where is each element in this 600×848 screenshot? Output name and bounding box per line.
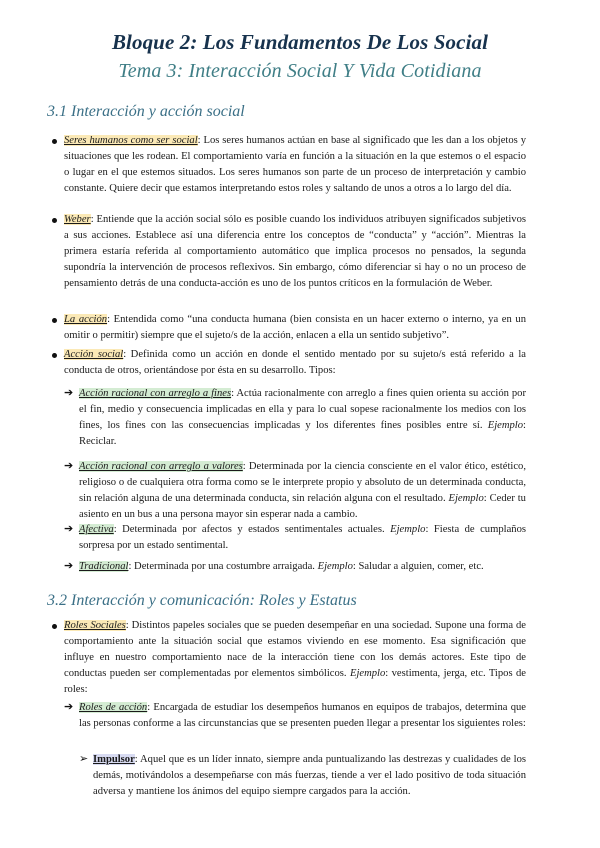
list-item-weber — [64, 212, 526, 292]
type-text: : Encargada de estudiar los desempeños humanos en equipos de trabajos, determina que las personas conforme a las circunstancias que se presenten pueden llegar a presentar los siguientes roles: — [79, 702, 526, 729]
item-text: : Definida como un acción en donde el sentido mentado por su sujeto/s está referido a la conducta de otros, orientándose por ésta en su desarrollo. Tipos: — [64, 349, 526, 376]
example-text: : vestimenta, jerga, etc. Tipos de roles: — [64, 667, 526, 695]
term-impulsor: Impulsor — [93, 754, 135, 765]
arrow-right-icon: ➔ — [64, 560, 74, 572]
bullet-icon — [52, 353, 57, 358]
type-afectiva — [79, 522, 526, 554]
term-tradicional: Tradicional — [79, 561, 129, 572]
document-subtitle: Tema 3: Interacción Social Y Vida Cotidiana — [118, 60, 482, 82]
example-text: : Reciclar. — [79, 419, 526, 447]
type-racional-valores — [79, 459, 526, 523]
document-title: Bloque 2: Los Fundamentos De Los Social — [111, 30, 489, 54]
section-heading-3-2: 3.2 Interacción y comunicación: Roles y Estatus — [47, 592, 357, 609]
example-text: : Fiesta de cumplaños sorpresa por un estado sentimental. — [79, 524, 526, 551]
section-heading-3-1: 3.1 Interacción y acción social — [47, 103, 245, 120]
arrow-right-icon: ➔ — [64, 460, 74, 472]
term-racional-valores: Acción racional con arreglo a valores — [79, 461, 243, 472]
arrow-right-icon: ➔ — [64, 701, 74, 713]
role-text: : Aquel que es un líder innato, siempre anda puntualizando las destrezas y cualidades de los demás, motivándolos a desempeñarse con más fuerzas, tiende a ver el lado positivo de toda situación adversa y mantiene los ánimos del equipo siempre cargados para la acción. — [93, 754, 526, 797]
type-roles-accion — [79, 700, 526, 732]
term-afectiva: Afectiva — [79, 524, 114, 535]
item-text: : Entendida como “una conducta humana (bien consista en un hacer externo o interno, ya en un omitir o permitir) siempre que el sujeto/s de la acción, enlacen a ella un sentido subjetivo”. — [64, 314, 526, 341]
bullet-icon — [52, 139, 57, 144]
bullet-icon — [52, 318, 57, 323]
term-roles-sociales: Roles Sociales — [64, 620, 126, 631]
bullet-icon — [52, 624, 57, 629]
example-label: Ejemplo — [448, 492, 484, 504]
item-text: : Entiende que la acción social sólo es posible cuando los individuos atribuyen significados subjetivos a sus acciones. Establece así una diferencia entre los conceptos de “conducta” y “acción”. Mientras la primera estaría referida al comportamiento automático que implica procesos no pensados, la segunda supondría la intervención de procesos reflexivos. Sin embargo, cómo diferenciar si hay o no un proceso de pensamiento detrás de una conducta-acción es uno de los puntos críticos en la formulación de Weber. — [64, 214, 526, 289]
term-weber: Weber — [64, 214, 91, 225]
triangle-right-icon: ➢ — [79, 753, 89, 765]
example-label: Ejemplo — [317, 561, 353, 572]
example-label: Ejemplo — [390, 524, 426, 535]
list-item-accion-social — [64, 347, 526, 379]
example-text: : Saludar a alguien, comer, etc. — [352, 561, 484, 572]
role-impulsor — [93, 752, 526, 800]
type-text: : Actúa racionalmente con arreglo a fines quien orienta su acción por el fin, medio y consecuencia implicadas en ella y para lo cual sopese racionalmente los medios con los fines, los fines con las consecuencias implicadas y los diferentes fines posibles entre sí. — [79, 388, 526, 431]
list-item-la-accion — [64, 312, 526, 344]
item-text: : Los seres humanos actúan en base al significado que les dan a los objetos y situaciones que les rodean. El comportamiento varía en función a la situación en la que estemos o el espacio o lugar en el que estemos situados. Los seres humanos son parte de un proceso de interpretación y cambio constante. Quiere decir que estamos interpretando estos roles y saltando de unos a otros a lo largo del día. — [64, 135, 526, 194]
bullet-icon — [52, 218, 57, 223]
type-tradicional — [79, 559, 526, 575]
arrow-right-icon: ➔ — [64, 387, 74, 399]
term-la-accion: La acción — [64, 314, 108, 325]
arrow-right-icon: ➔ — [64, 523, 74, 535]
example-label: Ejemplo — [487, 419, 524, 431]
list-item-seres-humanos — [64, 133, 526, 197]
term-racional-fines: Acción racional con arreglo a fines — [79, 388, 232, 399]
type-text: : Determinada por afectos y estados sentimentales actuales. — [113, 524, 391, 535]
item-text: : Distintos papeles sociales que se pueden desempeñar en una sociedad. Supone una forma de comportamiento ante la situación social que estamos viviendo en ese momento. Esa significación que influye en nuestro comportamiento nace de la interacción tiene con los demás actores. Este tipo de conductas pueden ser complementadas por elementos simbólicos. — [64, 620, 526, 679]
type-text: : Determinada por una costumbre arraigada. — [128, 561, 318, 572]
list-item-roles-sociales — [64, 618, 526, 698]
term-roles-accion: Roles de acción — [79, 702, 148, 713]
term-seres-humanos: Seres humanos como ser social — [64, 135, 198, 146]
type-racional-fines — [79, 386, 526, 450]
example-text: : Ceder tu asiento en un bus a una persona mayor sin esperar nada a cambio. — [79, 492, 526, 520]
type-text: : Determinada por la ciencia consciente en el valor ético, estético, religioso o de cualquiera otra forma como se le interprete propio y absoluto de un determinada conducta, sin relación alguna de una determinada conducta, sin relación alguna con el resultado. — [79, 461, 526, 504]
term-accion-social: Acción social — [64, 349, 124, 360]
example-label: Ejemplo — [349, 667, 386, 679]
